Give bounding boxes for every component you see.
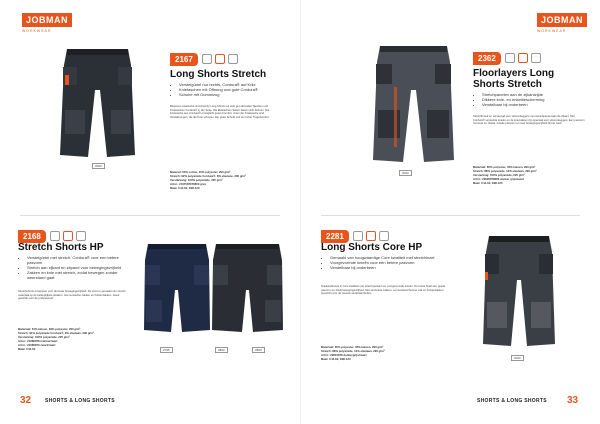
spec-line: Versterking: 100% polyamide, 225 g/m² <box>473 173 525 177</box>
product-title: Long Shorts Core HP <box>321 242 423 253</box>
cert-icon <box>63 231 73 241</box>
page-number-left: 32 <box>20 395 32 406</box>
cert-icon <box>366 231 376 241</box>
brand-logo <box>22 10 72 33</box>
feature-item: • Verstelgürtel nur rechts, Cordura® auf Knie <box>179 82 289 87</box>
feature-item: • Verstelgürtel met stretch, Cordura® voor een betere pasvorm <box>27 255 132 265</box>
cert-icon <box>76 231 86 241</box>
product-title: Floorlayers Long Shorts Stretch <box>473 68 555 90</box>
certification-icons <box>50 231 86 241</box>
spec-line: Maat: C44-62, D96-120 <box>321 357 351 361</box>
spec-line: Materiaal: 65% polyester, 35% katoen, 290 g/m² <box>473 165 536 169</box>
feature-list <box>475 92 592 107</box>
feature-item: • Stretchpanelen aan de zijkantzijde <box>482 92 592 97</box>
certification-icons <box>202 54 238 64</box>
image-tag-2281: 2000 <box>511 355 524 361</box>
cert-icon <box>531 53 541 63</box>
cert-icon <box>202 54 212 64</box>
product-specs <box>170 170 280 190</box>
spec-line: Materiaal: 61% katoen, 39% polyester, 290 g/m² <box>18 327 81 331</box>
feature-item: • Schuhe mit Gummizug <box>179 92 289 97</box>
spec-line: Stretch: 88% polyamide, 12% elastaan, 290 g/m² <box>473 169 537 173</box>
product-code-badge: 2362 <box>473 52 501 65</box>
product-description: Stretchbroek en verstevigd voor vloerenleggers met stretchpaneel aan de zijkant. Met Cordura® versterkte knieën en de kniezakken zijn speciaal voor vloerenleggers. Een pasvorm met knie en zitvlak. Goede pasvorm en veel bewegingsvrijheid bij het werk. <box>473 115 585 126</box>
product-title: Long Shorts Stretch <box>170 69 267 80</box>
image-tag-2167: 2000 <box>92 163 105 169</box>
feature-item: • Verstelbaar bij onderbeen <box>330 265 455 270</box>
certification-icons <box>353 231 389 241</box>
certification-icons <box>505 53 541 63</box>
product-specs <box>473 165 585 185</box>
image-tag-2362: 2000 <box>399 170 412 176</box>
product-specs <box>321 345 446 361</box>
image-tag: 2795 <box>160 347 173 353</box>
spec-line: Verstärkung: 100% polyamide, 225 g/m² <box>170 178 223 182</box>
feature-item: • Voorgevormde knieën voor een betere pasvorm <box>330 260 455 265</box>
product-description: Stretchshorts ontworpen voor de beste bewegingsvrijheid. De short is gemaakt van stretch materiaal op de belangrijkste plekken, met versterkte zakken en holsterzakken. Goed geschikt voor de professional. <box>18 290 126 301</box>
feature-list <box>172 82 289 97</box>
section-divider <box>321 215 580 216</box>
feature-item: • Gemaakt van hoogwaardige Core kwaliteit met stretchinzet <box>330 255 455 260</box>
product-description: Driekwartbroek in Core kwaliteit met stretchpanelen en voorgevormde knieën. De broek heeft een goede pasvorm en biedt bewegingsvrijheid. Met versterkte zakken, een kniebeschermer zak en holsterzakken. Geschikt voor de meeste werkzaamheden. <box>321 285 446 296</box>
brand-sub: WORKWEAR <box>537 29 567 33</box>
product-image-2168-navy <box>142 240 212 345</box>
spec-line: Maat: C44-62 <box>18 347 36 351</box>
product-code-badge: 2281 <box>321 230 349 243</box>
cert-icon <box>505 53 515 63</box>
section-divider <box>20 215 280 216</box>
cert-icon <box>50 231 60 241</box>
right-page <box>300 0 600 424</box>
spec-line: Artnr.: 21680878 marine/zwart <box>18 339 58 343</box>
product-code-badge: 2167 <box>170 53 198 66</box>
product-image-2167 <box>55 45 140 160</box>
spec-line: Artnr.: 21680870 zwart/zwart <box>18 343 56 347</box>
spec-line: Artnr.: 2167087078800 grey <box>170 182 207 186</box>
feature-item: • Knietaschen mit Öffnung und gute Cordura® <box>179 87 289 92</box>
spec-line: Material: 60% cotton, 40% polyester, 290 g/m² <box>170 170 231 174</box>
feature-item: • Verstelbaar bij onderbeen <box>482 102 592 107</box>
spec-line: Stretch: 92% polyamide Cordura®, 8% elastane, 290 g/m² <box>170 174 246 178</box>
brand-name: JOBMAN <box>537 13 587 27</box>
brand-name: JOBMAN <box>22 13 72 27</box>
spec-line: Stretch: 88% polyamide, 12% elastaan, 290 g/m² <box>321 349 385 353</box>
product-image-2281 <box>479 232 559 352</box>
brand-sub: WORKWEAR <box>22 29 52 33</box>
section-title-left: SHORTS & LONG SHORTS <box>45 398 115 404</box>
spec-line: Artnr.: 23620878086 donker grijs/zwart <box>473 177 524 181</box>
cert-icon <box>353 231 363 241</box>
cert-icon <box>518 53 528 63</box>
section-title-right: SHORTS & LONG SHORTS <box>477 398 547 404</box>
page-number-right: 33 <box>567 395 579 406</box>
feature-item: • Stretch aan zijkant en zitpand voor bewegingsvrijheid <box>27 265 132 270</box>
product-description: Bequeme elastische und stretchy Long Shorts mit sehr gut sitzenden Taschen und Knietaschen Cordura® in der Seite. Die Elastischen Seiten lassen sich dehnen. Die Knietasche aus Cordura® ermöglicht guten Komfort. Unter der Knietasche sind Verstärkungen, die die Knie schonen. Ein guter Schnitt und ein hoher Tragekomfort. <box>170 105 270 119</box>
product-image-2362 <box>366 42 461 167</box>
product-image-2168-black <box>210 240 285 345</box>
product-title: Stretch Shorts HP <box>18 242 104 253</box>
feature-item: • Dikkere knie- en enkelbescherming <box>482 97 592 102</box>
brand-logo <box>537 10 587 33</box>
cert-icon <box>228 54 238 64</box>
cert-icon <box>379 231 389 241</box>
product-code-badge: 2168 <box>18 230 46 243</box>
spec-line: Versterking: 100% polyamide, 225 g/m² <box>18 335 70 339</box>
feature-list <box>323 255 455 270</box>
image-tag: 2800 <box>215 347 228 353</box>
spec-line: Artnr.: 22810878 donkergrijs/zwart <box>321 353 367 357</box>
feature-item: • Zakken en knie met stretch, zodat bewegen zonder weerstand gaat <box>27 270 132 280</box>
feature-list <box>20 255 132 280</box>
spec-line: Maat: C44-62, D96-120 <box>473 181 503 185</box>
spec-line: Stretch: 91% polyamide Cordura®, 9% elastaan, 290 g/m² <box>18 331 94 335</box>
spec-line: Maat: C44-62, D96-120 <box>170 186 200 190</box>
image-tag: 2800 <box>252 347 265 353</box>
product-specs <box>18 327 128 351</box>
cert-icon <box>215 54 225 64</box>
spec-line: Materiaal: 65% polyester, 35% katoen, 290 g/m² <box>321 345 384 349</box>
